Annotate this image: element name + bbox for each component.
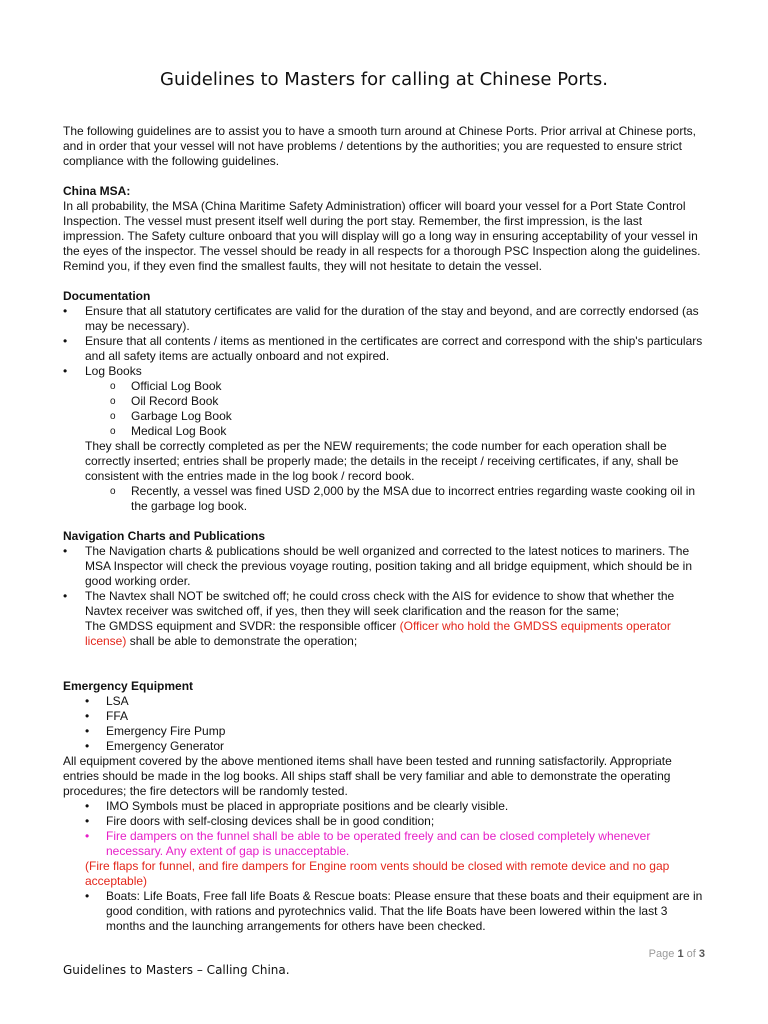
fine-note-list [63,484,703,514]
gmdss-text-end: shall be able to demonstrate the operation; [126,634,358,648]
gmdss-text: The GMDSS equipment and SVDR: the responsible officer [85,619,400,633]
list-item: • Ensure that all contents / items as mentioned in the certificates are correct and correspond with the ship's particulars and all safety items are actually onboard and not expired. [63,334,703,364]
page-number [649,947,705,962]
log-books-paragraph: They shall be correctly completed as per the NEW requirements; the code number for each operation shall be correctly inserted; entries shall be properly made; the details in the receipt / receiving certificates, if any, shall be consistent with the entries made in the log book / record book. [85,439,679,483]
list-item: • Emergency Fire Pump [63,724,703,739]
gmdss-paragraph [63,619,703,649]
msa-heading: China MSA: [63,184,131,198]
documentation-list [63,304,703,379]
list-item: • Fire doors with self-closing devices shall be in good condition; [63,814,703,829]
page-of-label: of [686,948,696,960]
current-page: 1 [677,948,684,960]
document-title: Guidelines to Masters for calling at Chinese Ports. [160,69,608,90]
emergency-heading: Emergency Equipment [63,679,194,693]
list-item: • The Navigation charts & publications should be well organized and corrected to the latest notices to mariners. The MSA Inspector will check the previous voyage routing, position taking and all bridge equipment, which should be in good working order. [63,544,703,589]
list-item: • LSA [63,694,703,709]
gmdss-officer-note: (Officer who hold the GMDSS equipments operator license) [85,619,671,648]
list-item: • Log Books [63,364,703,379]
navigation-heading: Navigation Charts and Publications [63,529,266,543]
emergency-items-list [63,694,703,754]
list-item: o Oil Record Book [63,394,703,409]
footer-document-title: Guidelines to Masters – Calling China. [63,963,290,977]
navigation-list [63,544,703,619]
intro-paragraph: The following guidelines are to assist you to have a smooth turn around at Chinese Ports. Prior arrival at Chinese ports, and in order that your vessel will not have problems / detentions by the authorities; you are requested to ensure strict compliance with the following guidelines. [63,124,696,168]
log-books-list [63,379,703,439]
emergency-paragraph: All equipment covered by the above mentioned items shall have been tested and running satisfactorily. Appropriate entries should be made in the log books. All ships staff shall be very familiar and able to demonstrate the operating procedures; the fire detectors will be randomly tested. [63,754,672,798]
list-item: • FFA [63,709,703,724]
document-body [63,124,703,934]
msa-paragraph: In all probability, the MSA (China Maritime Safety Administration) officer will board your vessel for a Port State Control Inspection. The vessel must present itself well during the port stay. Remember, the first impression, is the last impression. The Safety culture onboard that you will display will go a long way in ensuring acceptability of your vessel in the eyes of the inspector. The vessel should be ready in all respects for a thorough PSC Inspection along the guidelines. Remind you, if they even find the smallest faults, they will not hesitate to detain the vessel. [63,199,701,273]
list-item: • Emergency Generator [63,739,703,754]
list-item: o Garbage Log Book [63,409,703,424]
list-item: o Recently, a vessel was fined USD 2,000 by the MSA due to incorrect entries regarding waste cooking oil in the garbage log book. [63,484,703,514]
total-pages: 3 [698,948,705,960]
fire-dampers-item: • Fire dampers on the funnel shall be able to be operated freely and can be closed completely whenever necessary. Any extent of gap is unacceptable. [63,829,703,859]
boats-list [63,889,703,934]
documentation-heading: Documentation [63,289,151,303]
list-item: o Official Log Book [63,379,703,394]
list-item: • The Navtex shall NOT be switched off; he could cross check with the AIS for evidence to show that whether the Navtex receiver was switched off, if yes, then they will seek clarification and the reason for the same; [63,589,703,619]
fire-flaps-note: (Fire flaps for funnel, and fire dampers for Engine room vents should be closed with remote device and no gap acceptable) [85,859,670,888]
emergency-bullets [63,799,703,859]
page-label: Page [648,948,675,960]
list-item: o Medical Log Book [63,424,703,439]
list-item: • IMO Symbols must be placed in appropriate positions and be clearly visible. [63,799,703,814]
list-item: • Boats: Life Boats, Free fall life Boats & Rescue boats: Please ensure that these boats and their equipment are in good condition, with rations and pyrotechnics valid. That the life Boats have been lowered within the last 3 months and the launching arrangements for others have been checked. [63,889,703,934]
list-item: • Ensure that all statutory certificates are valid for the duration of the stay and beyond, and are correctly endorsed (as may be necessary). [63,304,703,334]
